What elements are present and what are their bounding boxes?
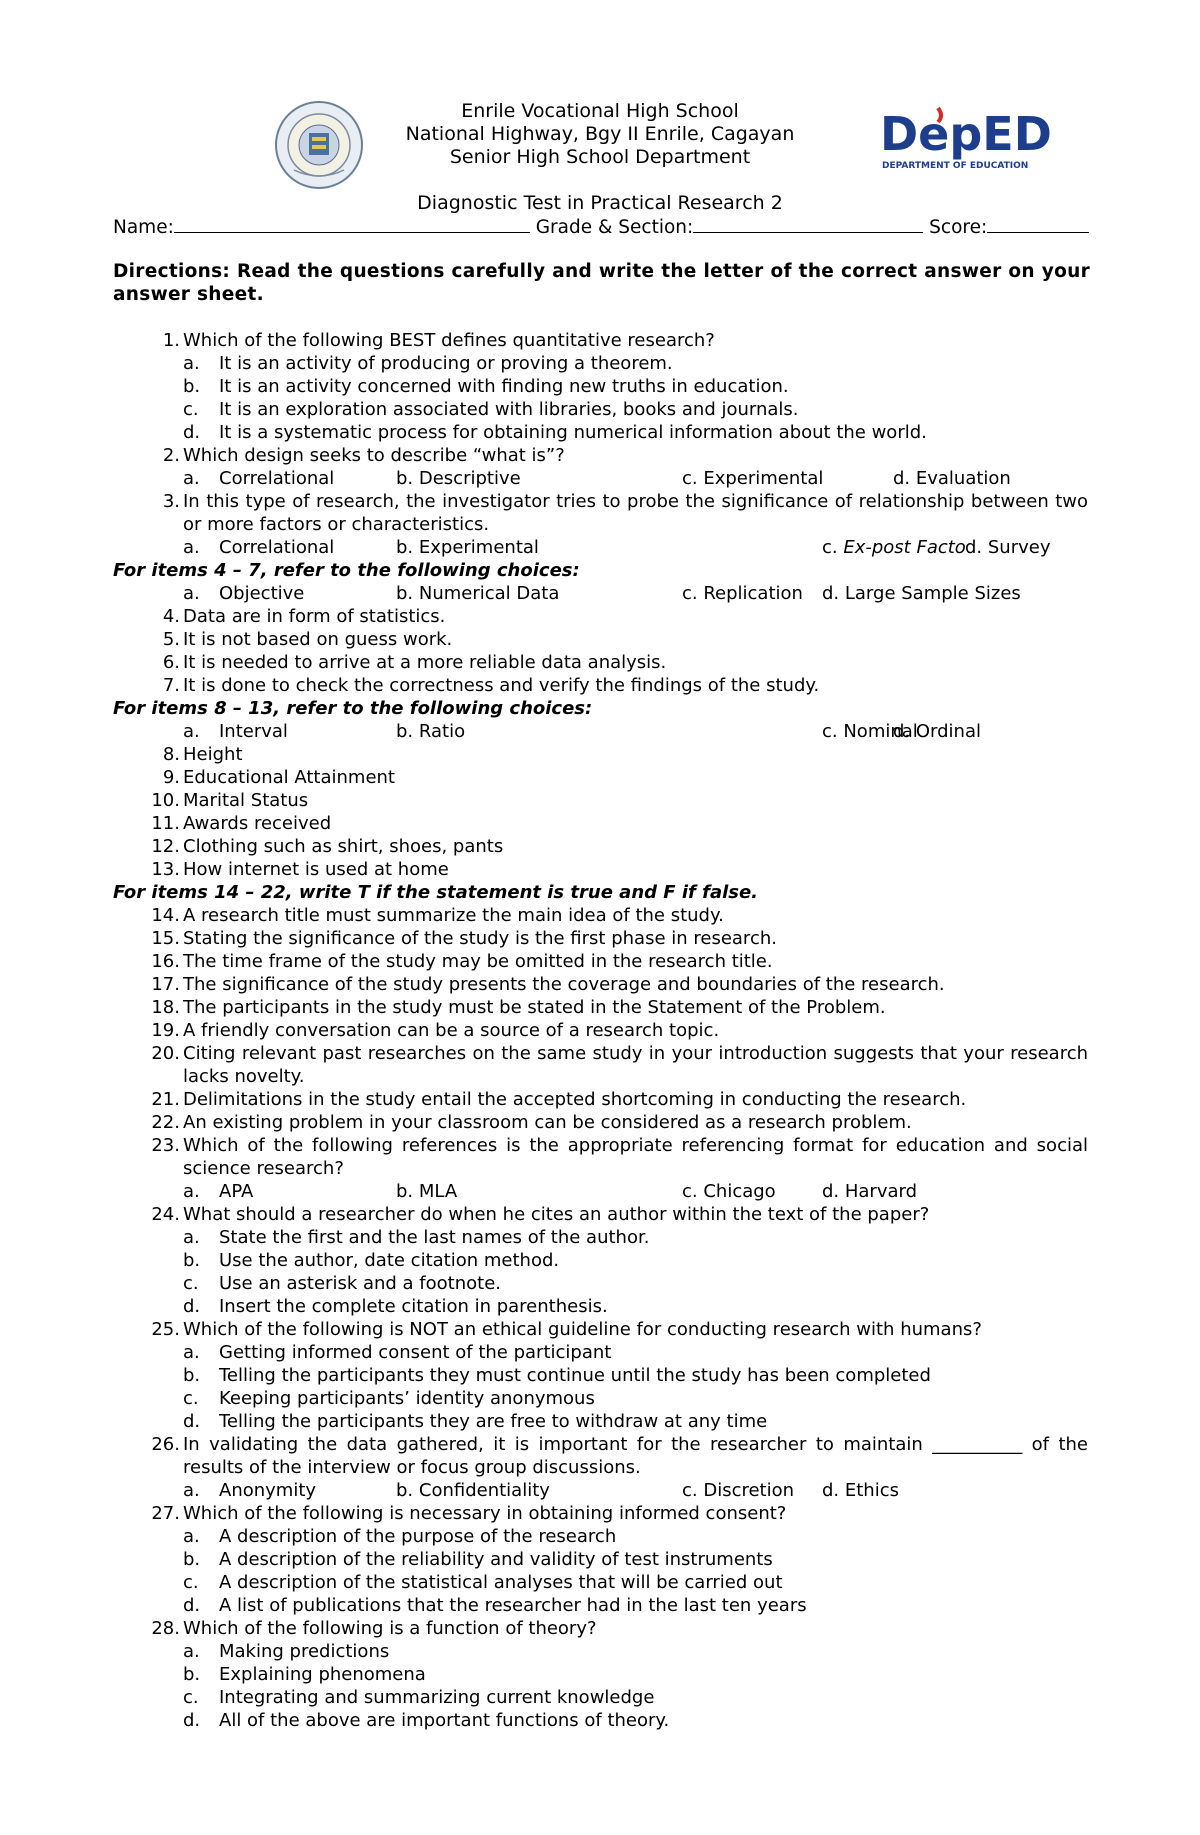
option-1c: c. It is an exploration associated with libraries, books and journals.	[183, 399, 799, 420]
name-field[interactable]	[174, 215, 530, 233]
score-label: Score:	[929, 217, 988, 238]
option-24a: a. State the first and the last names of the author.	[183, 1227, 650, 1248]
item-9: 9. Educational Attainment	[162, 767, 395, 788]
question-27: 27. Which of the following is necessary in obtaining informed consent?	[151, 1503, 787, 1524]
school-department: Senior High School Department	[449, 146, 751, 168]
item-21: 21. Delimitations in the study entail the accepted shortcoming in conducting the research.	[151, 1089, 967, 1110]
option-24b: b. Use the author, date citation method.	[183, 1250, 560, 1271]
instruction-items-8-13: For items 8 – 13, refer to the following choices:	[113, 698, 593, 719]
item-17: 17. The significance of the study presents the coverage and boundaries of the research.	[151, 974, 945, 995]
item-19: 19. A friendly conversation can be a source of a research topic.	[151, 1020, 720, 1041]
option-27d: d. A list of publications that the researcher had in the last ten years	[183, 1595, 807, 1616]
question-24: 24. What should a researcher do when he cites an author within the text of the paper?	[151, 1204, 930, 1225]
question-23: 23. Which of the following references is the appropriate referencing format for education and social science research?	[151, 1135, 1088, 1179]
option-1b: b. It is an activity concerned with finding new truths in education.	[183, 376, 789, 397]
option-28c: c. Integrating and summarizing current knowledge	[183, 1687, 655, 1708]
choices-3: a. Correlational b. Experimental c. Ex-post Facto d. Survey	[183, 537, 1051, 558]
item-15: 15. Stating the significance of the study is the first phase in research.	[151, 928, 777, 949]
choices-23: a. APA b. MLA c. Chicago d. Harvard	[183, 1181, 918, 1202]
deped-logo-subtext: DEPARTMENT OF EDUCATION	[882, 161, 1029, 171]
directions: Directions: Read the questions carefully and write the letter of the correct answer on your answer sheet.	[113, 261, 1090, 305]
school-address: National Highway, Bgy II Enrile, Cagayan	[405, 123, 795, 145]
option-24d: d. Insert the complete citation in parenthesis.	[183, 1296, 608, 1317]
item-13: 13. How internet is used at home	[151, 859, 449, 880]
option-25c: c. Keeping participants’ identity anonymous	[183, 1388, 595, 1409]
choices-2: a. Correlational b. Descriptive c. Experimental d. Evaluation	[183, 468, 1011, 489]
question-2: 2. Which design seeks to describe “what is”?	[162, 445, 565, 466]
item-4: 4. Data are in form of statistics.	[162, 606, 446, 627]
question-26: 26. In validating the data gathered, it is important for the researcher to maintain __________ of the results of the interview or focus group discussions.	[151, 1434, 1088, 1478]
test-title: Diagnostic Test in Practical Research 2	[417, 192, 783, 214]
item-12: 12. Clothing such as shirt, shoes, pants	[151, 836, 504, 857]
option-25a: a. Getting informed consent of the participant	[183, 1342, 612, 1363]
option-25d: d. Telling the participants they are free to withdraw at any time	[183, 1411, 768, 1432]
option-27a: a. A description of the purpose of the research	[183, 1526, 617, 1547]
option-27b: b. A description of the reliability and validity of test instruments	[183, 1549, 773, 1570]
student-info-line	[113, 215, 1073, 238]
questions	[0, 329, 1200, 1732]
option-28b: b. Explaining phenomena	[183, 1664, 426, 1685]
grade-section-field[interactable]	[693, 215, 923, 233]
item-6: 6. It is needed to arrive at a more reliable data analysis.	[162, 652, 667, 673]
item-8: 8. Height	[162, 744, 243, 765]
option-28a: a. Making predictions	[183, 1641, 390, 1662]
school-name: Enrile Vocational High School	[461, 100, 739, 122]
grade-section-label: Grade & Section:	[535, 217, 694, 238]
question-1: 1. Which of the following BEST defines quantitative research?	[162, 330, 715, 351]
choices-26: a. Anonymity b. Confidentiality c. Discretion d. Ethics	[183, 1480, 899, 1501]
choices-4-7: a. Objective b. Numerical Data c. Replication d. Large Sample Sizes	[183, 583, 1021, 604]
question-3: 3. In this type of research, the investigator tries to probe the significance of relationship between two or more factors or characteristics.	[162, 491, 1088, 535]
instruction-items-4-7: For items 4 – 7, refer to the following choices:	[113, 560, 580, 581]
instruction-items-14-22: For items 14 – 22, write T if the statement is true and F if false.	[113, 882, 759, 903]
item-11: 11. Awards received	[151, 813, 332, 834]
name-label: Name:	[113, 217, 174, 238]
option-1a: a. It is an activity of producing or proving a theorem.	[183, 353, 673, 374]
deped-logo-text: DepED	[880, 107, 1052, 161]
option-28d: d. All of the above are important functions of theory.	[183, 1710, 670, 1731]
question-25: 25. Which of the following is NOT an ethical guideline for conducting research with humans?	[151, 1319, 982, 1340]
question-28: 28. Which of the following is a function of theory?	[151, 1618, 597, 1639]
item-5: 5. It is not based on guess work.	[162, 629, 453, 650]
item-7: 7. It is done to check the correctness and verify the findings of the study.	[162, 675, 820, 696]
option-24c: c. Use an asterisk and a footnote.	[183, 1273, 502, 1294]
item-20: 20. Citing relevant past researches on the same study in your introduction suggests that your research lacks novelty.	[151, 1043, 1088, 1087]
item-16: 16. The time frame of the study may be omitted in the research title.	[151, 951, 773, 972]
item-22: 22. An existing problem in your classroom can be considered as a research problem.	[151, 1112, 912, 1133]
score-field[interactable]	[987, 215, 1089, 233]
item-14: 14. A research title must summarize the main idea of the study.	[151, 905, 724, 926]
option-1d: d. It is a systematic process for obtaining numerical information about the world.	[183, 422, 927, 443]
option-27c: c. A description of the statistical analyses that will be carried out	[183, 1572, 783, 1593]
option-25b: b. Telling the participants they must continue until the study has been completed	[183, 1365, 931, 1386]
choices-8-13: a. Interval b. Ratio c. Nominal d. Ordinal	[183, 721, 981, 742]
item-18: 18. The participants in the study must be stated in the Statement of the Problem.	[151, 997, 886, 1018]
item-10: 10. Marital Status	[151, 790, 309, 811]
